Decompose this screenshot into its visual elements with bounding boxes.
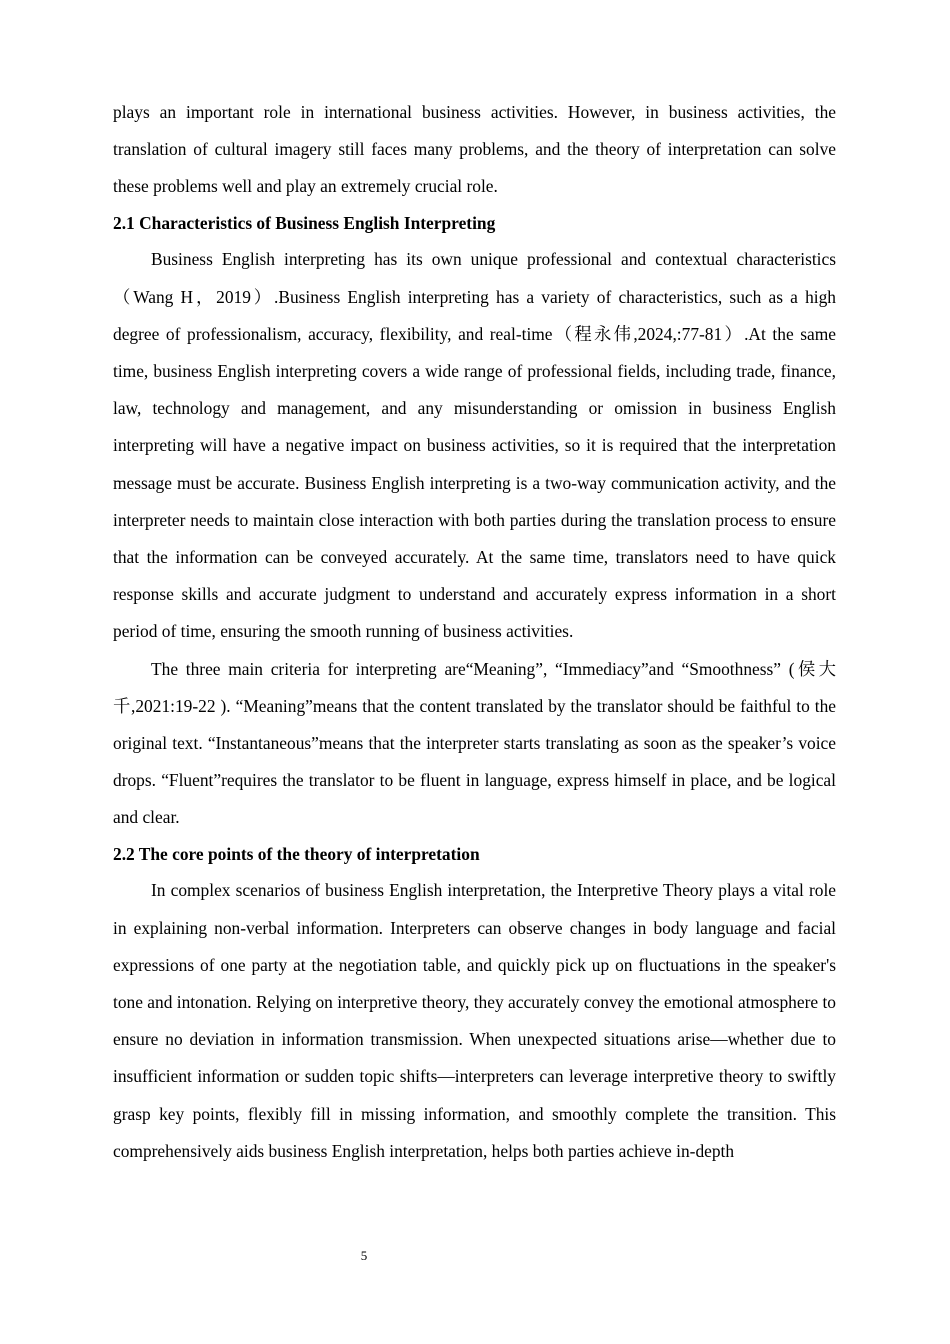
- section-heading-2-1: 2.1 Characteristics of Business English Interpreting: [113, 212, 496, 233]
- section-2-1-paragraph-2: The three main criteria for interpreting are“Meaning”, “Immediacy”and “Smoothness” (侯大千,2021:19-22 ). “Meaning”means that the content translated by the translator should be faithful to the original text. “Instantaneous”means that the interpreter starts translating as soon as the speaker’s voice drops. “Fluent”requires the translator to be fluent in language, express himself in place, and be logical and clear.: [113, 658, 836, 828]
- page-number: 5: [360, 1248, 368, 1263]
- document-page: [113, 94, 836, 1170]
- section-heading-2-2: 2.2 The core points of the theory of interpretation: [113, 843, 480, 864]
- intro-paragraph: plays an important role in international business activities. However, in business activities, the translation of cultural imagery still faces many problems, and the theory of interpretation can solve these problems well and play an extremely crucial role.: [113, 102, 836, 197]
- section-2-2-paragraph-1: In complex scenarios of business English interpretation, the Interpretive Theory plays a vital role in explaining non-verbal information. Interpreters can observe changes in body language and facial expressions of one party at the negotiation table, and quickly pick up on fluctuations in the speaker's tone and intonation. Relying on interpretive theory, they accurately convey the emotional atmosphere to ensure no deviation in information transmission. When unexpected situations arise—whether due to insufficient information or sudden topic shifts—interpreters can leverage interpretive theory to swiftly grasp key points, flexibly fill in missing information, and smoothly complete the transition. This comprehensively aids business English interpretation, helps both parties achieve in-depth: [113, 880, 836, 1161]
- section-2-1-paragraph-1: Business English interpreting has its own unique professional and contextual characteristics（Wang H，2019）.Business English interpreting has a variety of characteristics, such as a high degree of professionalism, accuracy, flexibility, and real-time（程永伟,2024,:77-81）.At the same time, business English interpreting covers a wide range of professional fields, including trade, finance, law, technology and management, and any misunderstanding or omission in business English interpreting will have a negative impact on business activities, so it is required that the interpretation message must be accurate. Business English interpreting is a two-way communication activity, and the interpreter needs to maintain close interaction with both parties during the translation process to ensure that the information can be conveyed accurately. At the same time, translators need to have quick response skills and accurate judgment to understand and accurately express information in a short period of time, ensuring the smooth running of business activities.: [113, 249, 836, 642]
